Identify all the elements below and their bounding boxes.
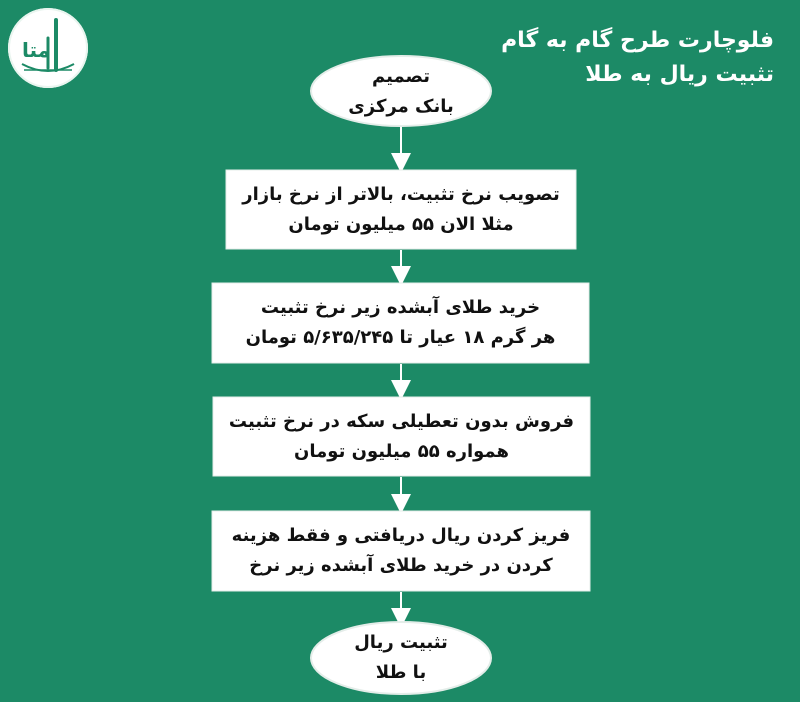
- step-2-line-1: خرید طلای آبشده زیر نرخ تثبیت: [260, 297, 541, 318]
- step-1-text: [226, 170, 576, 249]
- title-line-2: تثبیت ریال به طلا: [585, 62, 774, 87]
- title-line-1: فلوچارت طرح گام به گام: [501, 28, 774, 53]
- end-node-text: [311, 624, 491, 692]
- step-3-line-2: همواره ۵۵ میلیون تومان: [294, 440, 509, 462]
- step-4-line-1: فریز کردن ریال دریافتی و فقط هزینه: [231, 525, 571, 546]
- step-3-text: [213, 397, 590, 476]
- logo-text: متا: [22, 38, 51, 62]
- start-line-2: بانک مرکزی: [348, 96, 454, 117]
- step-4-text: [212, 511, 590, 591]
- step-4-line-2: کردن در خرید طلای آبشده زیر نرخ: [249, 555, 553, 576]
- step-1-line-1: تصویب نرخ تثبیت، بالاتر از نرخ بازار: [242, 183, 560, 205]
- step-2-text: [212, 283, 589, 363]
- end-line-2: با طلا: [375, 662, 427, 683]
- step-3-line-1: فروش بدون تعطیلی سکه در نرخ تثبیت: [228, 410, 575, 432]
- end-line-1: تثبیت ریال: [354, 632, 448, 653]
- step-1-line-2: مثلا الان ۵۵ میلیون تومان: [288, 213, 514, 235]
- start-line-1: تصمیم: [371, 66, 431, 87]
- start-node-text: [311, 58, 491, 126]
- step-2-line-2: هر گرم ۱۸ عیار تا ۵/۶۳۵/۲۴۵ تومان: [245, 327, 556, 348]
